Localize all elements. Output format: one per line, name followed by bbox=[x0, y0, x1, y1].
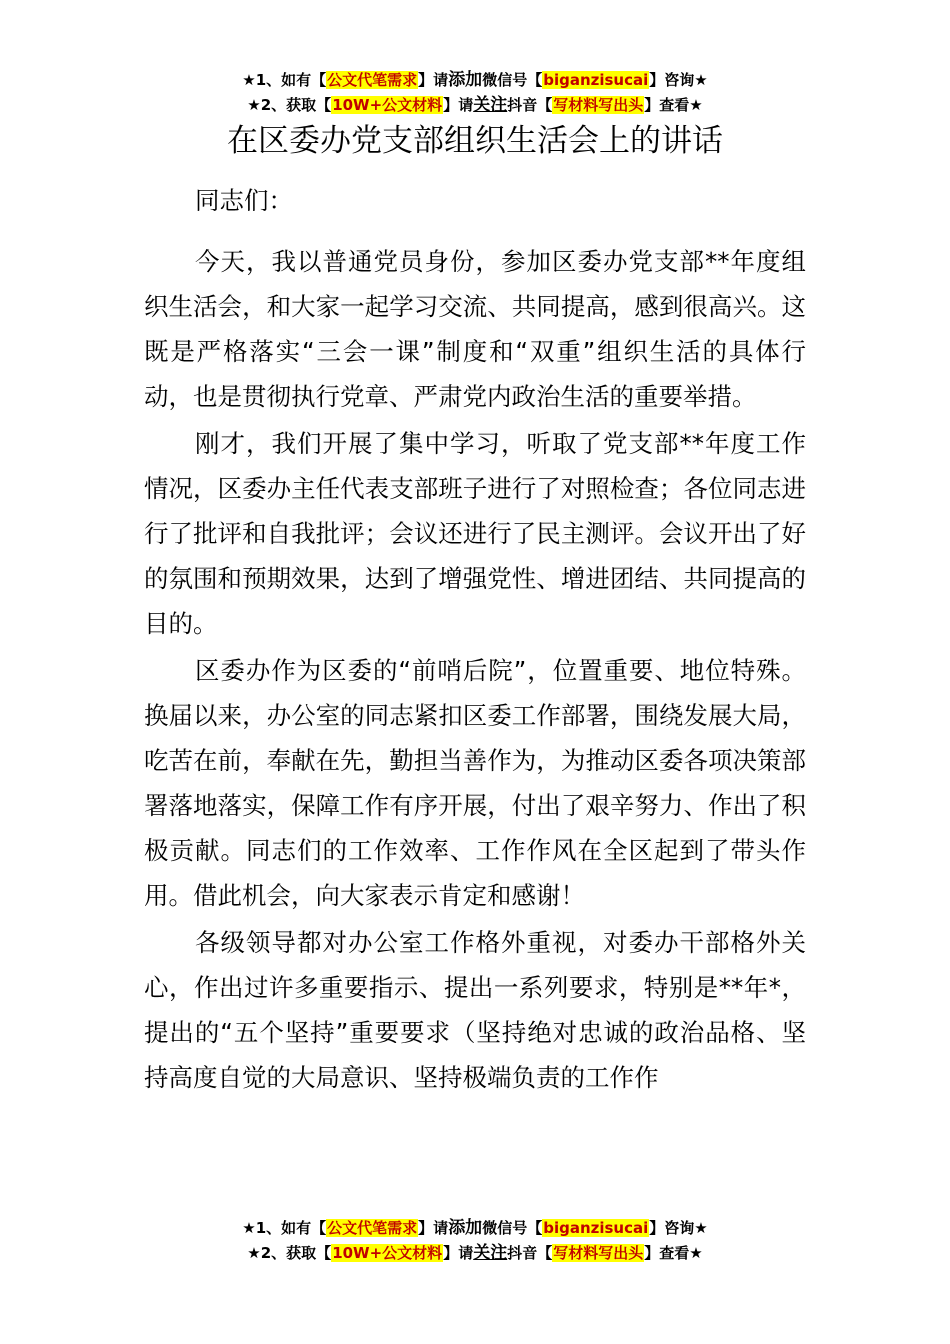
promo-line-2 bbox=[0, 1241, 950, 1266]
paragraph: 区委办作为区委的“前哨后院”，位置重要、地位特殊。换届以来，办公室的同志紧扣区委工作部署，围绕发展大局，吃苦在前，奉献在先，勤担当善作为，为推动区委各项决策部署落地落实，保障工作有序开展，付出了艰辛努力、作出了积极贡献。同志们的工作效率、工作作风在全区起到了带头作用。借此机会，向大家表示肯定和感谢！ bbox=[144, 656, 806, 910]
footer-promo-banner bbox=[0, 1216, 950, 1266]
star-icon: ★ bbox=[689, 96, 703, 114]
promo-line-2 bbox=[0, 93, 950, 118]
promo-wechat-id: biganzisucai bbox=[543, 1219, 649, 1237]
star-icon: ★ bbox=[242, 71, 256, 89]
promo-text: 】请 bbox=[443, 1244, 474, 1262]
header-promo-banner bbox=[0, 68, 950, 118]
paragraph: 各级领导都对办公室工作格外重视，对委办干部格外关心，作出过许多重要指示、提出一系列要求，特别是**年*，提出的“五个坚持”重要要求（坚持绝对忠诚的政治品格、坚持高度自觉的大局意识、坚持极端负责的工作作 bbox=[144, 928, 806, 1092]
promo-line-1 bbox=[0, 1216, 950, 1241]
star-icon: ★ bbox=[247, 96, 261, 114]
promo-text: 】请 bbox=[418, 71, 449, 89]
document-title: 在区委办党支部组织生活会上的讲话 bbox=[227, 123, 723, 159]
star-icon: ★ bbox=[694, 71, 708, 89]
promo-text: 微信号【 bbox=[482, 1219, 543, 1237]
promo-suffix: 】咨询 bbox=[649, 71, 695, 89]
promo-prefix: 1、如有【 bbox=[255, 71, 327, 89]
promo-text: 抖音【 bbox=[507, 1244, 553, 1262]
promo-emphasis: 关注 bbox=[473, 95, 508, 115]
star-icon: ★ bbox=[694, 1219, 708, 1237]
promo-suffix: 】咨询 bbox=[649, 1219, 695, 1237]
promo-text: 抖音【 bbox=[507, 96, 553, 114]
promo-prefix: 2、获取【 bbox=[260, 96, 332, 114]
promo-wechat-id: biganzisucai bbox=[543, 71, 649, 89]
promo-highlight: 10W+公文材料 bbox=[332, 96, 443, 114]
greeting: 同志们： bbox=[195, 186, 293, 215]
document-body bbox=[144, 178, 806, 1102]
promo-highlight: 公文代笔需求 bbox=[327, 1219, 418, 1237]
paragraph: 今天，我以普通党员身份，参加区委办党支部**年度组织生活会，和大家一起学习交流、共同提高，感到很高兴。这既是严格落实“三会一课”制度和“双重”组织生活的具体行动，也是贯彻执行党章、严肃党内政治生活的重要举措。 bbox=[144, 247, 806, 411]
promo-douyin-id: 写材料写出头 bbox=[553, 96, 644, 114]
promo-emphasis: 关注 bbox=[473, 1243, 508, 1263]
promo-highlight: 公文代笔需求 bbox=[327, 71, 418, 89]
promo-highlight: 10W+公文材料 bbox=[332, 1244, 443, 1262]
star-icon: ★ bbox=[247, 1244, 261, 1262]
promo-emphasis: 添加 bbox=[448, 70, 483, 90]
star-icon: ★ bbox=[689, 1244, 703, 1262]
promo-text: 】请 bbox=[418, 1219, 449, 1237]
promo-text: 】请 bbox=[443, 96, 474, 114]
promo-text: 微信号【 bbox=[482, 71, 543, 89]
promo-prefix: 1、如有【 bbox=[255, 1219, 327, 1237]
promo-suffix: 】查看 bbox=[644, 96, 690, 114]
promo-emphasis: 添加 bbox=[448, 1218, 483, 1238]
promo-prefix: 2、获取【 bbox=[260, 1244, 332, 1262]
paragraph: 刚才，我们开展了集中学习，听取了党支部**年度工作情况，区委办主任代表支部班子进行了对照检查；各位同志进行了批评和自我批评；会议还进行了民主测评。会议开出了好的氛围和预期效果，达到了增强党性、增进团结、共同提高的目的。 bbox=[144, 429, 806, 638]
promo-suffix: 】查看 bbox=[644, 1244, 690, 1262]
star-icon: ★ bbox=[242, 1219, 256, 1237]
promo-douyin-id: 写材料写出头 bbox=[553, 1244, 644, 1262]
promo-line-1 bbox=[0, 68, 950, 93]
